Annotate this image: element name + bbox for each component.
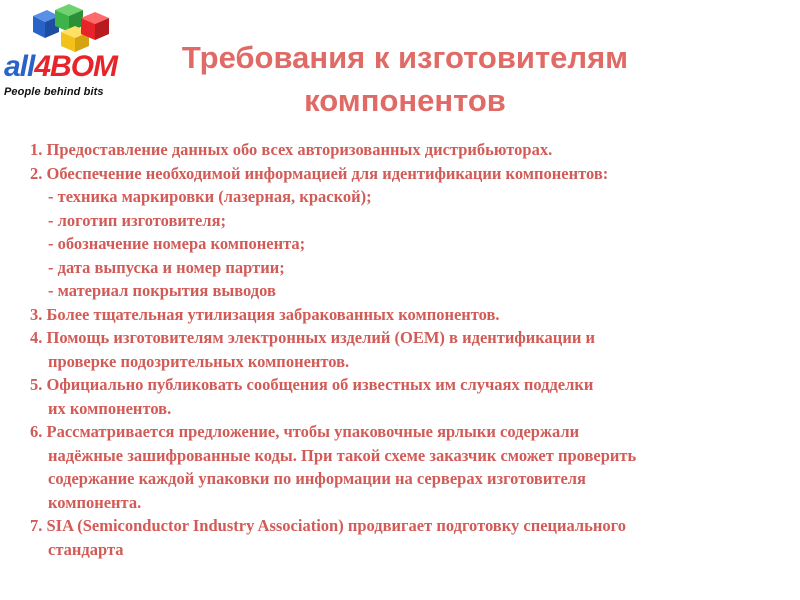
list-item-continuation: стандарта — [48, 539, 124, 559]
list-item: 3. Более тщательная утилизация забракованных компонентов. — [30, 304, 500, 324]
list-item-continuation: надёжные зашифрованные коды. При такой схеме заказчик сможет проверить — [48, 445, 637, 465]
logo-tagline: People behind bits — [4, 86, 104, 98]
list-subitem: - обозначение номера компонента; — [48, 234, 306, 253]
requirements-list — [30, 138, 790, 561]
colored-cubes-icon — [25, 2, 115, 54]
list-item-continuation: их компонентов. — [48, 398, 172, 418]
logo-wordmark — [4, 52, 117, 82]
list-item: 5. Официально публиковать сообщения об известных им случаях подделки — [30, 375, 594, 394]
list-item: 6. Рассматривается предложение, чтобы упаковочные ярлыки содержали — [30, 422, 580, 441]
slide-title-line-1: Требования к изготовителям — [181, 40, 629, 75]
logo-wordmark-all: all — [4, 50, 35, 83]
list-subitem: - материал покрытия выводов — [48, 281, 276, 300]
list-item: 2. Обеспечение необходимой информацией для идентификации компонентов: — [30, 163, 609, 183]
list-item: 7. SIA (Semiconductor Industry Association) продвигает подготовку специального — [30, 516, 626, 535]
list-subitem: - техника маркировки (лазерная, краской); — [48, 187, 372, 206]
slide-title — [140, 36, 670, 122]
list-subitem: - логотип изготовителя; — [48, 210, 226, 230]
list-subitem: - дата выпуска и номер партии; — [48, 257, 285, 277]
list-item: 1. Предоставление данных обо всех авторизованных дистрибьюторах. — [30, 140, 553, 159]
list-item: 4. Помощь изготовителям электронных изделий (OEM) в идентификации и — [30, 328, 595, 347]
logo-wordmark-bom: BOM — [50, 50, 118, 83]
list-item-continuation: компонента. — [48, 492, 142, 512]
company-logo — [0, 0, 140, 105]
logo-wordmark-4: 4 — [34, 50, 51, 83]
list-item-continuation: содержание каждой упаковки по информации на серверах изготовителя — [48, 469, 586, 488]
slide-title-line-2: компонентов — [304, 83, 506, 118]
list-item-continuation: проверке подозрительных компонентов. — [48, 351, 350, 371]
